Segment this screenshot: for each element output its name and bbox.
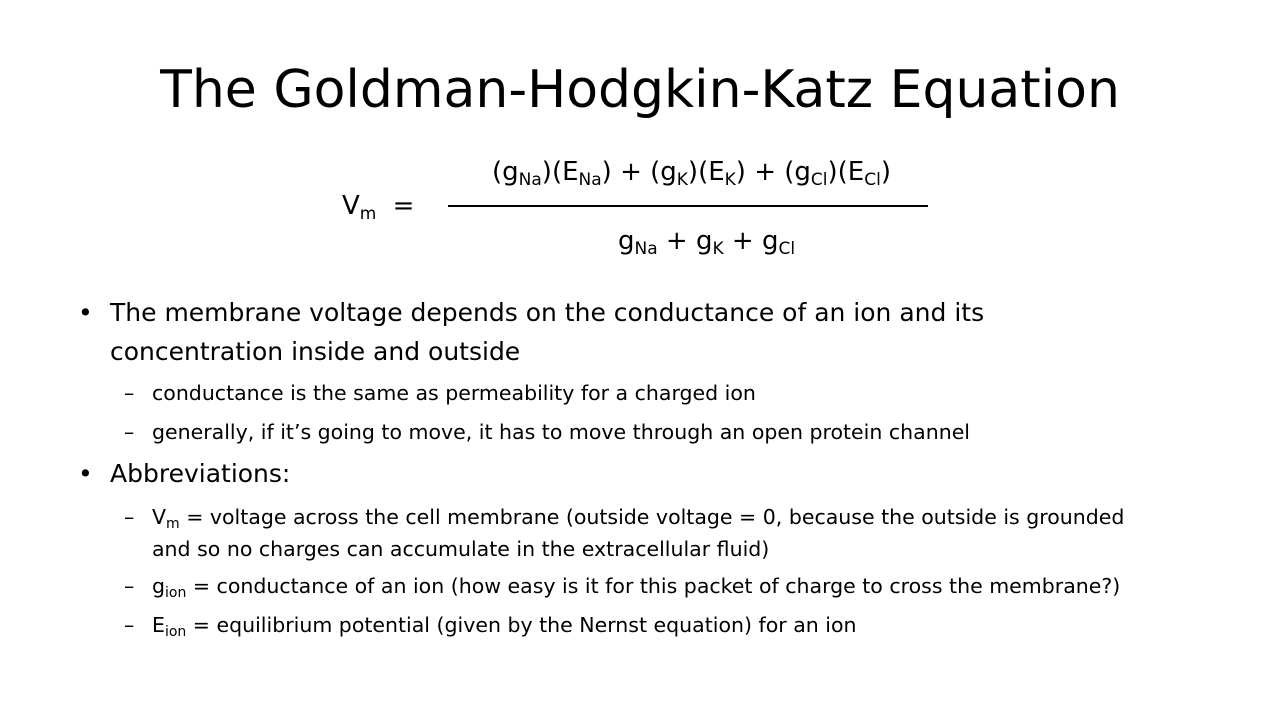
denominator-term: + g — [657, 226, 713, 256]
bullet-text-line: concentration inside and outside — [110, 337, 521, 366]
denominator-subscript: K — [712, 239, 724, 259]
definition-text: = voltage across the cell membrane (outside voltage = 0, because the outside is grounded — [179, 505, 1125, 529]
equation-lhs — [342, 188, 414, 224]
sub-bullet-text — [152, 416, 970, 448]
denominator-term: g — [618, 226, 635, 256]
symbol-subscript: ion — [164, 624, 187, 640]
numerator-term: ) — [880, 157, 891, 187]
equation-lhs-base: V — [342, 191, 360, 221]
equation-denominator — [618, 223, 795, 259]
numerator-term: ) + (g — [735, 157, 811, 187]
numerator-subscript: Cl — [810, 170, 828, 190]
symbol-base: E — [152, 613, 165, 637]
bullet-marker: • — [78, 298, 93, 327]
numerator-term: )(E — [827, 157, 865, 187]
sub-bullet-text — [152, 533, 769, 565]
sub-bullet-marker: – — [124, 381, 135, 405]
numerator-subscript: K — [724, 170, 736, 190]
numerator-term: )(E — [687, 157, 725, 187]
equation-lhs-subscript: m — [359, 204, 377, 224]
equation-equals-sign: = — [392, 191, 415, 221]
slide-title: The Goldman-Hodgkin-Katz Equation — [160, 60, 1120, 120]
numerator-term: (g — [492, 157, 519, 187]
bullet-text-line: The membrane voltage depends on the conductance of an ion and its — [110, 298, 985, 327]
sub-bullet-text — [152, 377, 756, 409]
equation-numerator — [492, 154, 891, 190]
bullet-marker: • — [78, 459, 93, 488]
denominator-subscript: Cl — [778, 239, 796, 259]
numerator-subscript: Cl — [864, 170, 881, 190]
numerator-subscript: Na — [518, 170, 542, 190]
symbol-base: V — [152, 505, 167, 529]
sub-bullet-marker: – — [124, 505, 135, 529]
numerator-term: ) + (g — [601, 157, 677, 187]
symbol-subscript: ion — [165, 585, 187, 601]
symbol-base: g — [152, 574, 166, 598]
numerator-subscript: Na — [578, 170, 602, 190]
denominator-subscript: Na — [634, 239, 658, 259]
sub-bullet-text — [152, 570, 1120, 602]
sub-bullet-marker: – — [124, 613, 135, 637]
definition-text: = equilibrium potential (given by the Nernst equation) for an ion — [186, 613, 857, 637]
definition-text: and so no charges can accumulate in the extracellular fluid) — [152, 537, 770, 561]
denominator-term: + g — [723, 226, 779, 256]
numerator-term: )(E — [541, 157, 579, 187]
sub-bullet-text — [152, 609, 857, 641]
sub-bullet-marker: – — [124, 574, 135, 598]
bullet-text-line: Abbreviations: — [110, 459, 291, 488]
sub-bullet-text-part: conductance is the same as permeability for a charged ion — [152, 381, 756, 405]
fraction-bar — [448, 205, 928, 207]
sub-bullet-marker: – — [124, 420, 135, 444]
definition-text: = conductance of an ion (how easy is it for this packet of charge to cross the membrane?) — [186, 574, 1121, 598]
numerator-subscript: K — [676, 170, 688, 190]
sub-bullet-text — [152, 501, 1124, 533]
symbol-subscript: m — [166, 516, 180, 532]
sub-bullet-text-part: generally, if it’s going to move, it has to move through an open protein channel — [152, 420, 970, 444]
